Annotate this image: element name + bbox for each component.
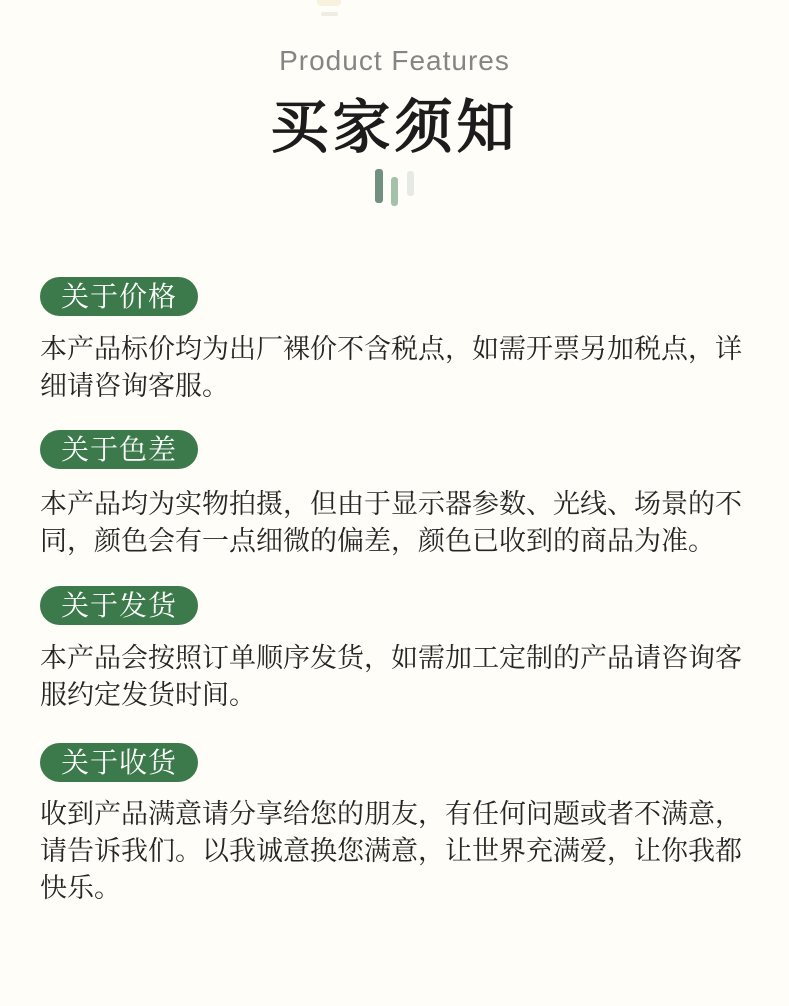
- section-label-shipping: 关于发货: [40, 586, 198, 625]
- section-body-shipping: [40, 640, 755, 714]
- body-line: 同，颜色会有一点细微的偏差，颜色已收到的商品为准。: [40, 526, 715, 556]
- section-label-price: 关于价格: [40, 277, 198, 316]
- body-line: 本产品标价均为出厂裸价不含税点，如需开票另加税点，详: [40, 334, 742, 364]
- header-subtitle: Product Features: [279, 45, 510, 76]
- section-label-color-difference: 关于色差: [40, 430, 198, 469]
- three-vertical-bars-icon: [374, 167, 420, 209]
- page-title: 买家须知: [270, 95, 519, 160]
- body-line: 快乐。: [40, 873, 121, 903]
- body-line: 本产品会按照订单顺序发货，如需加工定制的产品请咨询客: [40, 643, 742, 673]
- body-line: 服约定发货时间。: [40, 680, 256, 710]
- body-line: 收到产品满意请分享给您的朋友，有任何问题或者不满意，: [40, 799, 742, 829]
- top-remnant-mark: [321, 12, 338, 16]
- body-line: 请告诉我们。以我诚意换您满意，让世界充满爱，让你我都: [40, 836, 742, 866]
- body-line: 本产品均为实物拍摄，但由于显示器参数、光线、场景的不: [40, 489, 742, 519]
- section-label-receiving: 关于收货: [40, 743, 198, 782]
- divider-bar-dark: [375, 169, 383, 203]
- divider-bar-medium: [391, 177, 398, 206]
- top-remnant-mark: [317, 0, 341, 6]
- section-body-color-difference: [40, 486, 755, 560]
- section-body-receiving: [40, 796, 755, 907]
- body-line: 细请咨询客服。: [40, 371, 229, 401]
- divider-bar-light: [407, 171, 414, 196]
- section-body-price: [40, 331, 755, 405]
